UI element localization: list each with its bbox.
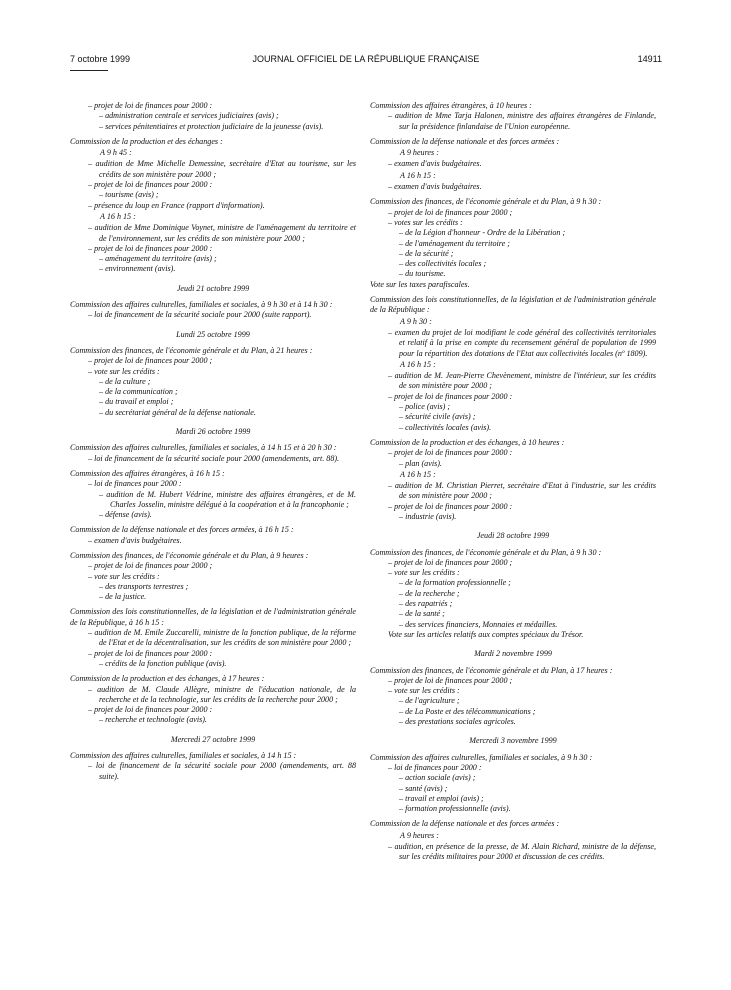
agenda-subitem: – formation professionnelle (avis). — [399, 804, 511, 814]
agenda-item: – examen d'avis budgétaires. — [388, 182, 482, 192]
agenda-subitem: – de l'aménagement du territoire ; — [399, 238, 510, 248]
agenda-item: – audition, en présence de la presse, de M. Alain Richard, ministre de la défense, sur les crédits militaires pour 2000 et discussion de ces crédits. — [388, 842, 656, 862]
agenda-subitem: – industrie (avis). — [399, 511, 457, 521]
agenda-item: – audition de Mme Dominique Voynet, ministre de l'aménagement du territoire et de l'environnement, sur les crédits de son ministère pour 2000 ; — [88, 223, 356, 243]
agenda-subitem: – tourisme (avis) ; — [99, 190, 159, 200]
agenda-item: – projet de loi de finances pour 2000 ; — [388, 557, 513, 567]
committee-heading: Commission des affaires culturelles, familiales et sociales, à 9 h 30 et à 14 h 30 : — [70, 300, 333, 310]
agenda-subitem: – des services financiers, Monnaies et médailles. — [399, 619, 558, 629]
agenda-item: – projet de loi de finances pour 2000 : — [388, 391, 513, 401]
agenda-subitem: – des rapatriés ; — [399, 599, 453, 609]
session-time: A 16 h 15 : — [400, 170, 436, 180]
session-time: A 9 h 45 : — [100, 148, 132, 158]
agenda-subitem: – collectivités locales (avis). — [399, 422, 492, 432]
agenda-subitem: – aménagement du territoire (avis) ; — [99, 254, 217, 264]
session-time: A 9 heures : — [400, 148, 439, 158]
agenda-subitem: – crédits de la fonction publique (avis). — [99, 658, 227, 668]
session-time: A 9 heures : — [400, 830, 439, 840]
agenda-subitem: – des collectivités locales ; — [399, 259, 487, 269]
agenda-item: – projet de loi de finances pour 2000 ; — [88, 561, 213, 571]
agenda-subitem: – administration centrale et services judiciaires (avis) ; — [99, 111, 279, 121]
agenda-item: – projet de loi de finances pour 2000 ; — [388, 207, 513, 217]
committee-heading: Commission des finances, de l'économie générale et du Plan, à 9 h 30 : — [370, 547, 602, 557]
committee-heading: Commission des affaires culturelles, familiales et sociales, à 14 h 15 et à 20 h 30 : — [70, 443, 337, 453]
committee-heading: Commission des affaires étrangères, à 10 heures : — [370, 101, 532, 110]
date-heading: Mardi 26 octobre 1999 — [175, 427, 251, 437]
agenda-subitem: – de la formation professionnelle ; — [399, 578, 511, 588]
agenda-subitem: – du tourisme. — [399, 269, 446, 279]
committee-heading: Commission des affaires culturelles, familiales et sociales, à 9 h 30 : — [370, 752, 593, 762]
committee-heading: Commission de la production et des échanges : — [70, 136, 223, 146]
agenda-item: – loi de finances pour 2000 : — [88, 479, 182, 489]
header-rule — [70, 70, 108, 71]
committee-heading: Commission des finances, de l'économie générale et du Plan, à 9 h 30 : — [370, 197, 602, 207]
agenda-item: – audition de M. Claude Allègre, ministre de l'éducation nationale, de la recherche et de la technologie, sur les crédits de la recherche pour 2000 ; — [88, 684, 356, 704]
header-title: JOURNAL OFFICIEL DE LA RÉPUBLIQUE FRANÇAISE — [252, 54, 480, 64]
header-date: 7 octobre 1999 — [70, 54, 131, 64]
committee-heading: Commission de la production et des échanges, à 17 heures : — [70, 674, 265, 684]
agenda-subitem: – des transports terrestres ; — [99, 581, 189, 591]
agenda-item: – vote sur les crédits : — [88, 571, 160, 581]
session-time: A 16 h 15 : — [100, 211, 136, 221]
agenda-subitem: – de l'agriculture ; — [399, 696, 460, 706]
date-heading: Lundi 25 octobre 1999 — [176, 329, 250, 339]
right-column — [370, 101, 656, 863]
left-column — [70, 101, 356, 782]
agenda-item: – audition de Mme Tarja Halonen, ministre des affaires étrangères de Finlande, sur la présidence finlandaise de l'Union européenne. — [388, 111, 656, 131]
agenda-subitem: – de la santé ; — [399, 609, 445, 619]
agenda-item: – projet de loi de finances pour 2000 ; — [88, 356, 213, 366]
committee-heading: Commission des affaires étrangères, à 16 h 15 : — [70, 468, 225, 478]
agenda-item: – projet de loi de finances pour 2000 : — [88, 180, 213, 190]
agenda-subitem: – de la Légion d'honneur - Ordre de la Libération ; — [399, 228, 566, 238]
header-page-number: 14911 — [637, 54, 662, 64]
agenda-subitem: – de la communication ; — [99, 387, 178, 397]
agenda-item: – audition de Mme Michelle Demessine, secrétaire d'Etat au tourisme, sur les crédits de son ministère pour 2000 ; — [88, 159, 356, 179]
date-heading: Mardi 2 novembre 1999 — [474, 649, 552, 659]
committee-heading: Commission de la défense nationale et des forces armées, à 16 h 15 : — [70, 525, 294, 535]
agenda-subitem: – de la culture ; — [99, 376, 151, 386]
agenda-subitem: – du travail et emploi ; — [99, 397, 174, 407]
agenda-subitem: – travail et emploi (avis) ; — [399, 793, 484, 803]
agenda-subitem: – de La Poste et des télécommunications ; — [399, 706, 536, 716]
agenda-subitem: – de la recherche ; — [399, 588, 460, 598]
agenda-subitem: – action sociale (avis) ; — [399, 773, 476, 783]
agenda-subitem: – du secrétariat général de la défense nationale. — [99, 407, 256, 417]
agenda-item: – projet de loi de finances pour 2000 : — [88, 648, 213, 658]
agenda-item: – vote sur les crédits : — [88, 366, 160, 376]
agenda-item: – projet de loi de finances pour 2000 ; — [388, 675, 513, 685]
vote-line: Vote sur les taxes parafiscales. — [370, 279, 470, 289]
agenda-item: – loi de financement de la sécurité sociale pour 2000 (amendements, art. 88 suite). — [88, 761, 356, 781]
committee-heading: Commission des finances, de l'économie générale et du Plan, à 21 heures : — [70, 345, 313, 355]
agenda-subitem: – des prestations sociales agricoles. — [399, 717, 516, 727]
agenda-item: – projet de loi de finances pour 2000 : — [388, 448, 513, 458]
agenda-item: – vote sur les crédits : — [388, 686, 460, 696]
committee-heading: Commission des finances, de l'économie générale et du Plan, à 9 heures : — [70, 550, 309, 560]
session-time: A 16 h 15 : — [400, 359, 436, 369]
agenda-item: – loi de finances pour 2000 : — [388, 762, 482, 772]
agenda-item: – loi de financement de la sécurité sociale pour 2000 (suite rapport). — [88, 310, 312, 320]
committee-heading: Commission des lois constitutionnelles, de la législation et de l'administration générale de la République, à 16 h 15 : — [70, 607, 356, 627]
page-header — [70, 54, 662, 68]
session-time: A 9 h 30 : — [400, 316, 432, 326]
agenda-subitem: – police (avis) ; — [399, 402, 451, 412]
agenda-subitem: – services pénitentiaires et protection judiciaire de la jeunesse (avis). — [99, 121, 324, 131]
date-heading: Mercredi 27 octobre 1999 — [170, 734, 256, 744]
agenda-item: – vote sur les crédits : — [388, 568, 460, 578]
agenda-subitem: – audition de M. Hubert Védrine, ministre des affaires étrangères, et de M. Charles Josselin, ministre délégué à la coopération et à la francophonie ; — [99, 489, 356, 509]
session-time: A 16 h 15 : — [400, 469, 436, 479]
committee-heading: Commission des affaires culturelles, familiales et sociales, à 14 h 15 : — [70, 751, 297, 761]
date-heading: Jeudi 28 octobre 1999 — [476, 531, 550, 541]
agenda-item: – présence du loup en France (rapport d'information). — [88, 200, 265, 210]
agenda-item: – examen d'avis budgétaires. — [388, 159, 482, 169]
agenda-subitem: – de la justice. — [99, 592, 147, 602]
agenda-item: – examen du projet de loi modifiant le code général des collectivités territoriales et relatif à la prise en compte du recensement général de population de 1999 pour la répartition des dotations de l'Etat aux collectivités locales (nº 1809). — [388, 327, 656, 358]
agenda-subitem: – sécurité civile (avis) ; — [399, 412, 476, 422]
committee-heading: Commission de la défense nationale et des forces armées : — [370, 819, 560, 829]
agenda-item: – loi de financement de la sécurité sociale pour 2000 (amendements, art. 88). — [88, 453, 340, 463]
agenda-subitem: – environnement (avis). — [99, 264, 176, 274]
date-heading: Mercredi 3 novembre 1999 — [469, 736, 557, 746]
committee-heading: Commission de la défense nationale et des forces armées : — [370, 136, 560, 146]
agenda-subitem: – santé (avis) ; — [399, 783, 448, 793]
agenda-item: – projet de loi de finances pour 2000 : — [88, 243, 213, 253]
agenda-item: – examen d'avis budgétaires. — [88, 535, 182, 545]
agenda-subitem: – plan (avis). — [399, 458, 442, 468]
committee-heading: Commission des finances, de l'économie générale et du Plan, à 17 heures : — [370, 665, 613, 675]
agenda-item: – projet de loi de finances pour 2000 : — [388, 501, 513, 511]
agenda-item: – projet de loi de finances pour 2000 : — [88, 705, 213, 715]
vote-line: Vote sur les articles relatifs aux comptes spéciaux du Trésor. — [388, 629, 584, 639]
agenda-item: – votes sur les crédits : — [388, 217, 463, 227]
agenda-item: – audition de M. Jean-Pierre Chevènement, ministre de l'intérieur, sur les crédits de son ministère pour 2000 ; — [388, 371, 656, 391]
agenda-item: – audition de M. Emile Zuccarelli, ministre de la fonction publique, de la réforme de l'Etat et de la décentralisation, sur les crédits de son ministère pour 2000 ; — [88, 628, 356, 648]
agenda-item: – projet de loi de finances pour 2000 : — [88, 101, 213, 110]
agenda-subitem: – recherche et technologie (avis). — [99, 715, 207, 725]
committee-heading: Commission des lois constitutionnelles, de la législation et de l'administration générale de la République : — [370, 295, 656, 315]
committee-heading: Commission de la production et des échanges, à 10 heures : — [370, 437, 565, 447]
date-heading: Jeudi 21 octobre 1999 — [176, 283, 250, 293]
agenda-item: – audition de M. Christian Pierret, secrétaire d'Etat à l'industrie, sur les crédits de son ministère pour 2000 ; — [388, 481, 656, 501]
agenda-subitem: – défense (avis). — [99, 510, 152, 520]
agenda-subitem: – de la sécurité ; — [399, 248, 454, 258]
